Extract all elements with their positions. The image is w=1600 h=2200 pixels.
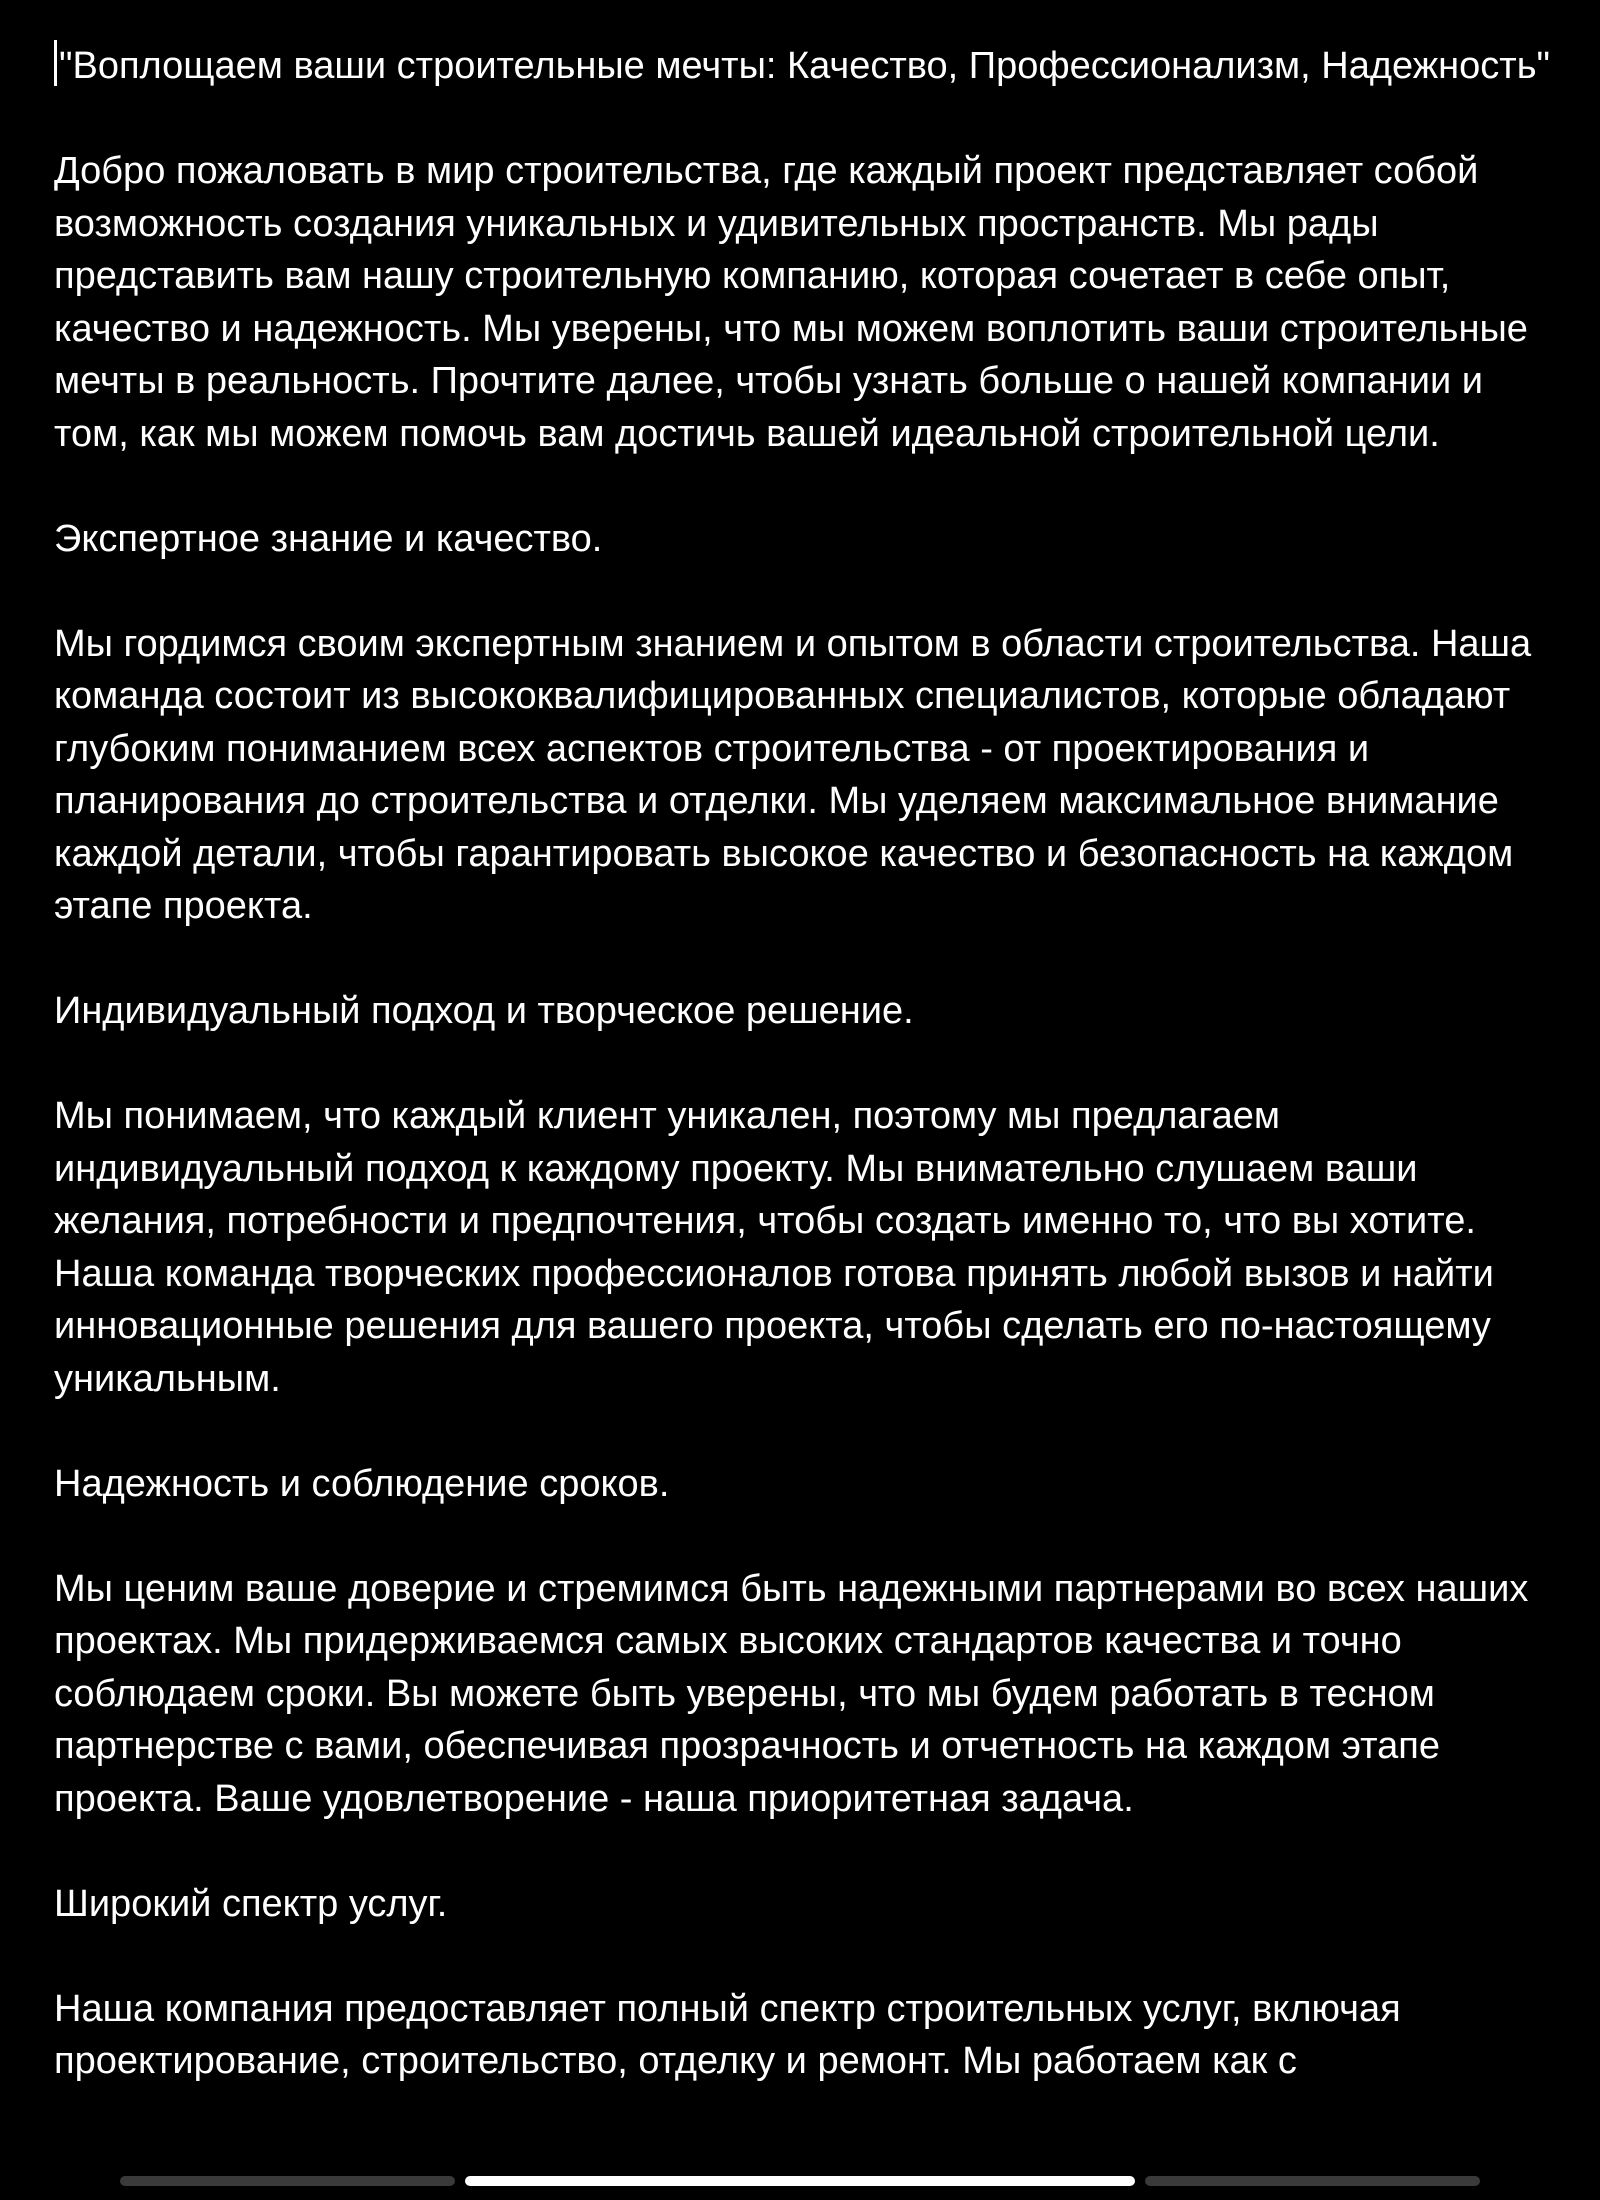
section-heading[interactable]: Надежность и соблюдение сроков.	[54, 1462, 670, 1505]
title-paragraph[interactable]	[54, 40, 1554, 93]
scroll-segment-active[interactable]	[465, 2176, 1135, 2186]
paragraph[interactable]: Добро пожаловать в мир строительства, где каждый проект представляет собой возможность создания уникальных и удивительных пространств. Мы рады представить вам нашу строительную компанию, которая сочетает в себе опыт, качество и надежность. Мы уверены, что мы можем воплотить ваши строительные мечты в реальность. Прочтите далее, чтобы узнать больше о нашей компании и том, как мы можем помочь вам достичь вашей идеальной строительной цели.	[54, 150, 1528, 455]
paragraph[interactable]: Мы ценим ваше доверие и стремимся быть надежными партнерами во всех наших проектах. Мы придерживаемся самых высоких стандартов качества и точно соблюдаем сроки. Вы можете быть уверены, что мы будем работать в тесном партнерстве с вами, обеспечивая прозрачность и отчетность на каждом этапе проекта. Ваше удовлетворение - наша приоритетная задача.	[54, 1567, 1529, 1820]
text-cursor	[54, 40, 57, 86]
scroll-segment-left[interactable]	[120, 2176, 455, 2186]
paragraph[interactable]: Мы понимаем, что каждый клиент уникален, поэтому мы предлагаем индивидуальный подход к каждому проекту. Мы внимательно слушаем ваши желания, потребности и предпочтения, чтобы создать именно то, что вы хотите. Наша команда творческих профессионалов готова принять любой вызов и найти инновационные решения для вашего проекта, чтобы сделать его по-настоящему уникальным.	[54, 1095, 1494, 1400]
document-body[interactable]	[54, 40, 1554, 2140]
section-heading[interactable]: Индивидуальный подход и творческое решение.	[54, 990, 914, 1032]
title-text: "Воплощаем ваши строительные мечты: Качество, Профессионализм, Надежность"	[59, 45, 1550, 87]
section-heading[interactable]: Широкий спектр услуг.	[54, 1882, 448, 1925]
scroll-segment-right[interactable]	[1145, 2176, 1480, 2186]
paragraph[interactable]: Наша компания предоставляет полный спектр строительных услуг, включая проектирование, строительство, отделку и ремонт. Мы работаем как с	[54, 1987, 1401, 2082]
paragraph[interactable]: Мы гордимся своим экспертным знанием и опытом в области строительства. Наша команда состоит из высококвалифицированных специалистов, которые обладают глубоким пониманием всех аспектов строительства - от проектирования и планирования до строительства и отделки. Мы уделяем максимальное внимание каждой детали, чтобы гарантировать высокое качество и безопасность на каждом этапе проекта.	[54, 622, 1532, 927]
horizontal-scroll-indicator[interactable]	[120, 2176, 1480, 2186]
section-heading[interactable]: Экспертное знание и качество.	[54, 517, 603, 560]
